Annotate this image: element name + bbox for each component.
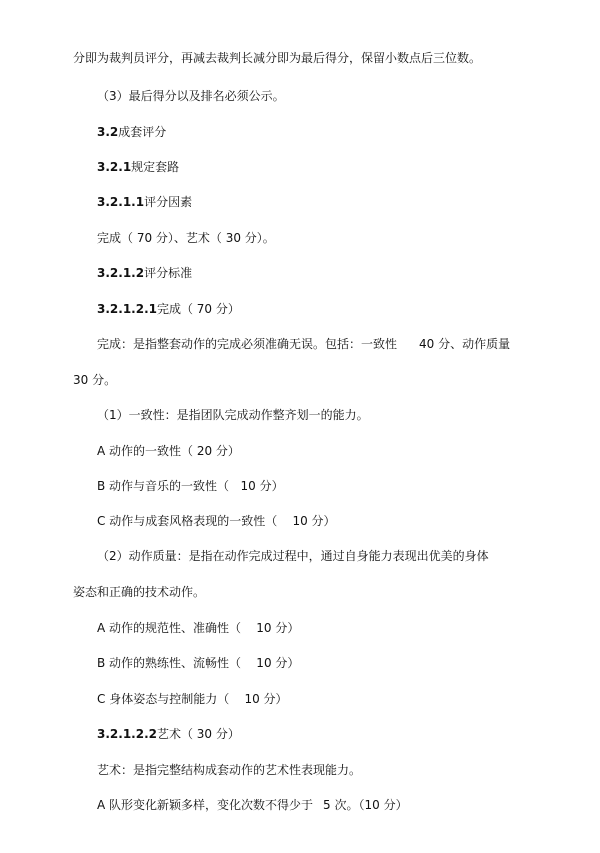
section-number: 3.2.1.2.1 — [97, 302, 157, 316]
section-number: 3.2.1.1 — [97, 195, 145, 209]
list-item — [97, 797, 408, 813]
line-text: A 动作的规范性、准确性（ 10 分） — [97, 621, 300, 635]
section-number: 3.2.1.2 — [97, 266, 145, 280]
paragraph-line — [97, 762, 361, 778]
line-text: B 动作与音乐的一致性（ 10 分） — [97, 479, 284, 493]
list-item — [97, 620, 299, 636]
paragraph-line — [73, 584, 205, 600]
line-text: A 队形变化新颖多样，变化次数不得少于 — [97, 798, 314, 812]
list-item — [97, 478, 284, 494]
section-heading — [97, 301, 240, 317]
line-text: C 动作与成套风格表现的一致性（ 10 分） — [97, 514, 336, 528]
paragraph-line — [97, 336, 510, 352]
line-text: 姿态和正确的技术动作。 — [73, 585, 206, 599]
list-item — [97, 513, 336, 529]
line-text: 40 分、动作质量 — [419, 337, 511, 351]
line-text: 完成：是指整套动作的完成必须准确无误。包括：一致性 — [97, 337, 398, 351]
section-heading — [97, 726, 240, 742]
line-text: B 动作的熟练性、流畅性（ 10 分） — [97, 656, 300, 670]
paragraph-line — [73, 50, 481, 66]
section-heading — [97, 124, 166, 140]
section-heading — [97, 159, 179, 175]
paragraph-line — [97, 230, 275, 246]
paragraph-line — [97, 88, 285, 104]
section-number: 3.2 — [97, 125, 119, 139]
section-number: 3.2.1 — [97, 160, 132, 174]
line-text: 分即为裁判员评分，再减去裁判长减分即为最后得分，保留小数点后三位数。 — [73, 51, 482, 65]
section-title: 评分因素 — [144, 195, 193, 209]
paragraph-line — [97, 548, 489, 564]
list-item — [97, 443, 240, 459]
line-text: 30 分。 — [73, 373, 117, 387]
line-text: （2）动作质量：是指在动作完成过程中，通过自身能力表现出优美的身体 — [97, 549, 489, 563]
section-heading — [97, 265, 192, 281]
section-title: 评分标准 — [144, 266, 193, 280]
line-text: 5 次。（10 分） — [323, 798, 408, 812]
list-item — [97, 655, 299, 671]
section-title: 规定套路 — [131, 160, 180, 174]
section-title: 成套评分 — [118, 125, 167, 139]
paragraph-line — [97, 407, 369, 423]
line-text: 完成（ 70 分）、艺术（ 30 分）。 — [97, 231, 275, 245]
section-title: 艺术（ 30 分） — [156, 727, 240, 741]
line-text: 艺术：是指完整结构成套动作的艺术性表现能力。 — [97, 763, 362, 777]
section-heading — [97, 194, 192, 210]
section-title: 完成（ 70 分） — [156, 302, 240, 316]
line-text: （3）最后得分以及排名必须公示。 — [97, 89, 285, 103]
line-text: （1）一致性：是指团队完成动作整齐划一的能力。 — [97, 408, 369, 422]
line-text: C 身体姿态与控制能力（ 10 分） — [97, 692, 288, 706]
section-number: 3.2.1.2.2 — [97, 727, 157, 741]
paragraph-line — [73, 372, 116, 388]
list-item — [97, 691, 288, 707]
line-text: A 动作的一致性（ 20 分） — [97, 444, 240, 458]
